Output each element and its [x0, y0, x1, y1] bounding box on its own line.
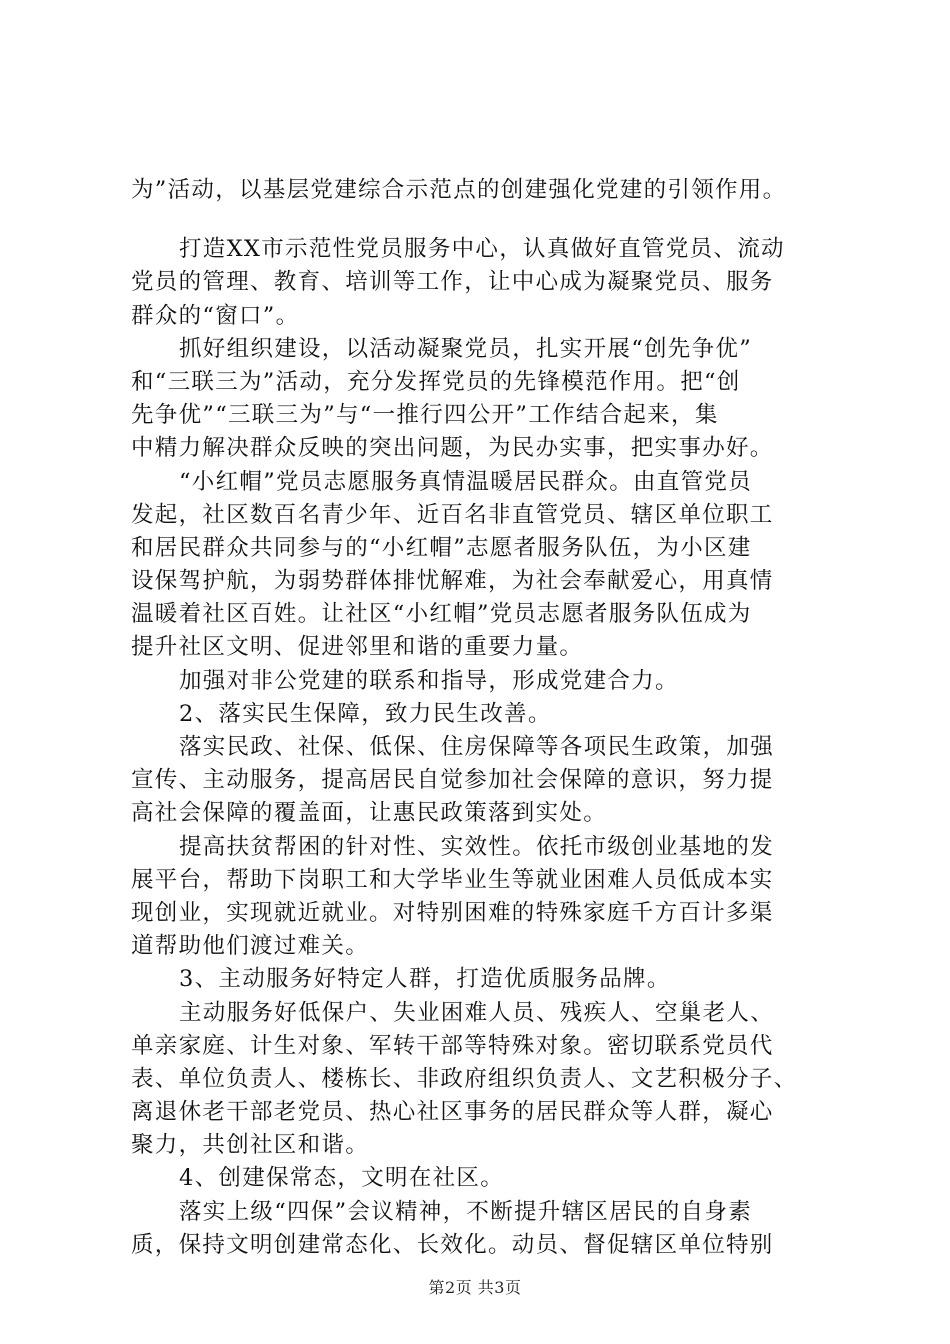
text-line: 中精力解决群众反映的突出问题，为民办实事，把实事办好。	[131, 435, 774, 462]
text-line: 党员的管理、教育、培训等工作，让中心成为凝聚党员、服务	[131, 269, 774, 296]
text-line: 抓好组织建设，以活动凝聚党员，扎实开展“创先争优”	[179, 335, 753, 362]
text-line: 聚力，共创社区和谐。	[131, 1132, 370, 1159]
document-body	[131, 174, 843, 1262]
text-line: 表、单位负责人、楼栋长、非政府组织负责人、文艺积极分子、	[131, 1065, 798, 1092]
section-heading: 4、创建保常态，文明在社区。	[179, 1165, 505, 1192]
text-line: “小红帽”党员志愿服务真情温暖居民群众。由直管党员	[179, 468, 753, 495]
text-line: 主动服务好低保户、失业困难人员、残疾人、空巢老人、	[179, 999, 775, 1026]
text-line: 落实上级“四保”会议精神，不断提升辖区居民的自身素	[179, 1198, 753, 1225]
text-line: 先争优”“三联三为”与“一推行四公开”工作结合起来，集	[131, 402, 719, 429]
text-line: 群众的“窗口”。	[131, 302, 300, 329]
section-heading: 3、主动服务好特定人群，打造优质服务品牌。	[179, 966, 671, 993]
text-line: 落实民政、社保、低保、住房保障等各项民生政策，加强	[179, 734, 775, 760]
text-line: 和居民群众共同参与的“小红帽”志愿者服务队伍，为小区建	[131, 534, 752, 561]
text-line: 提高扶贫帮困的针对性、实效性。依托市级创业基地的发	[179, 833, 775, 860]
text-line: 为”活动，以基层党建综合示范点的创建强化党建的引领作用。	[131, 177, 787, 203]
text-line: 单亲家庭、计生对象、军转干部等特殊对象。密切联系党员代	[131, 1032, 774, 1059]
text-line: 离退休老干部老党员、热心社区事务的居民群众等人群，凝心	[131, 1099, 774, 1126]
page-number: 第2页 共3页	[428, 1278, 522, 1297]
text-line: 道帮助他们渡过难关。	[131, 933, 370, 960]
text-line: 高社会保障的覆盖面，让惠民政策落到实处。	[131, 800, 608, 827]
text-line: 发起，社区数百名青少年、近百名非直管党员、辖区单位职工	[131, 501, 774, 528]
text-line: 展平台，帮助下岗职工和大学毕业生等就业困难人员低成本实	[131, 866, 774, 893]
text-line: 设保驾护航，为弱势群体排忧解难，为社会奉献爱心，用真情	[131, 568, 774, 595]
text-line: 打造XX市示范性党员服务中心，认真做好直管党员、流动	[179, 236, 785, 263]
text-line: 宣传、主动服务，提高居民自觉参加社会保障的意识，努力提	[131, 767, 774, 794]
section-heading: 2、落实民生保障，致力民生改善。	[179, 700, 552, 727]
text-line: 温暖着社区百姓。让社区“小红帽”党员志愿者服务队伍成为	[131, 601, 752, 628]
text-line: 和“三联三为”活动，充分发挥党员的先锋模范作用。把“创	[131, 368, 741, 395]
text-line: 质，保持文明创建常态化、长效化。动员、督促辖区单位特别	[131, 1231, 774, 1258]
text-line: 提升社区文明、促进邻里和谐的重要力量。	[131, 634, 584, 661]
text-line: 加强对非公党建的联系和指导，形成党建合力。	[179, 667, 679, 694]
text-line: 现创业，实现就近就业。对特别困难的特殊家庭千方百计多渠	[131, 899, 774, 926]
